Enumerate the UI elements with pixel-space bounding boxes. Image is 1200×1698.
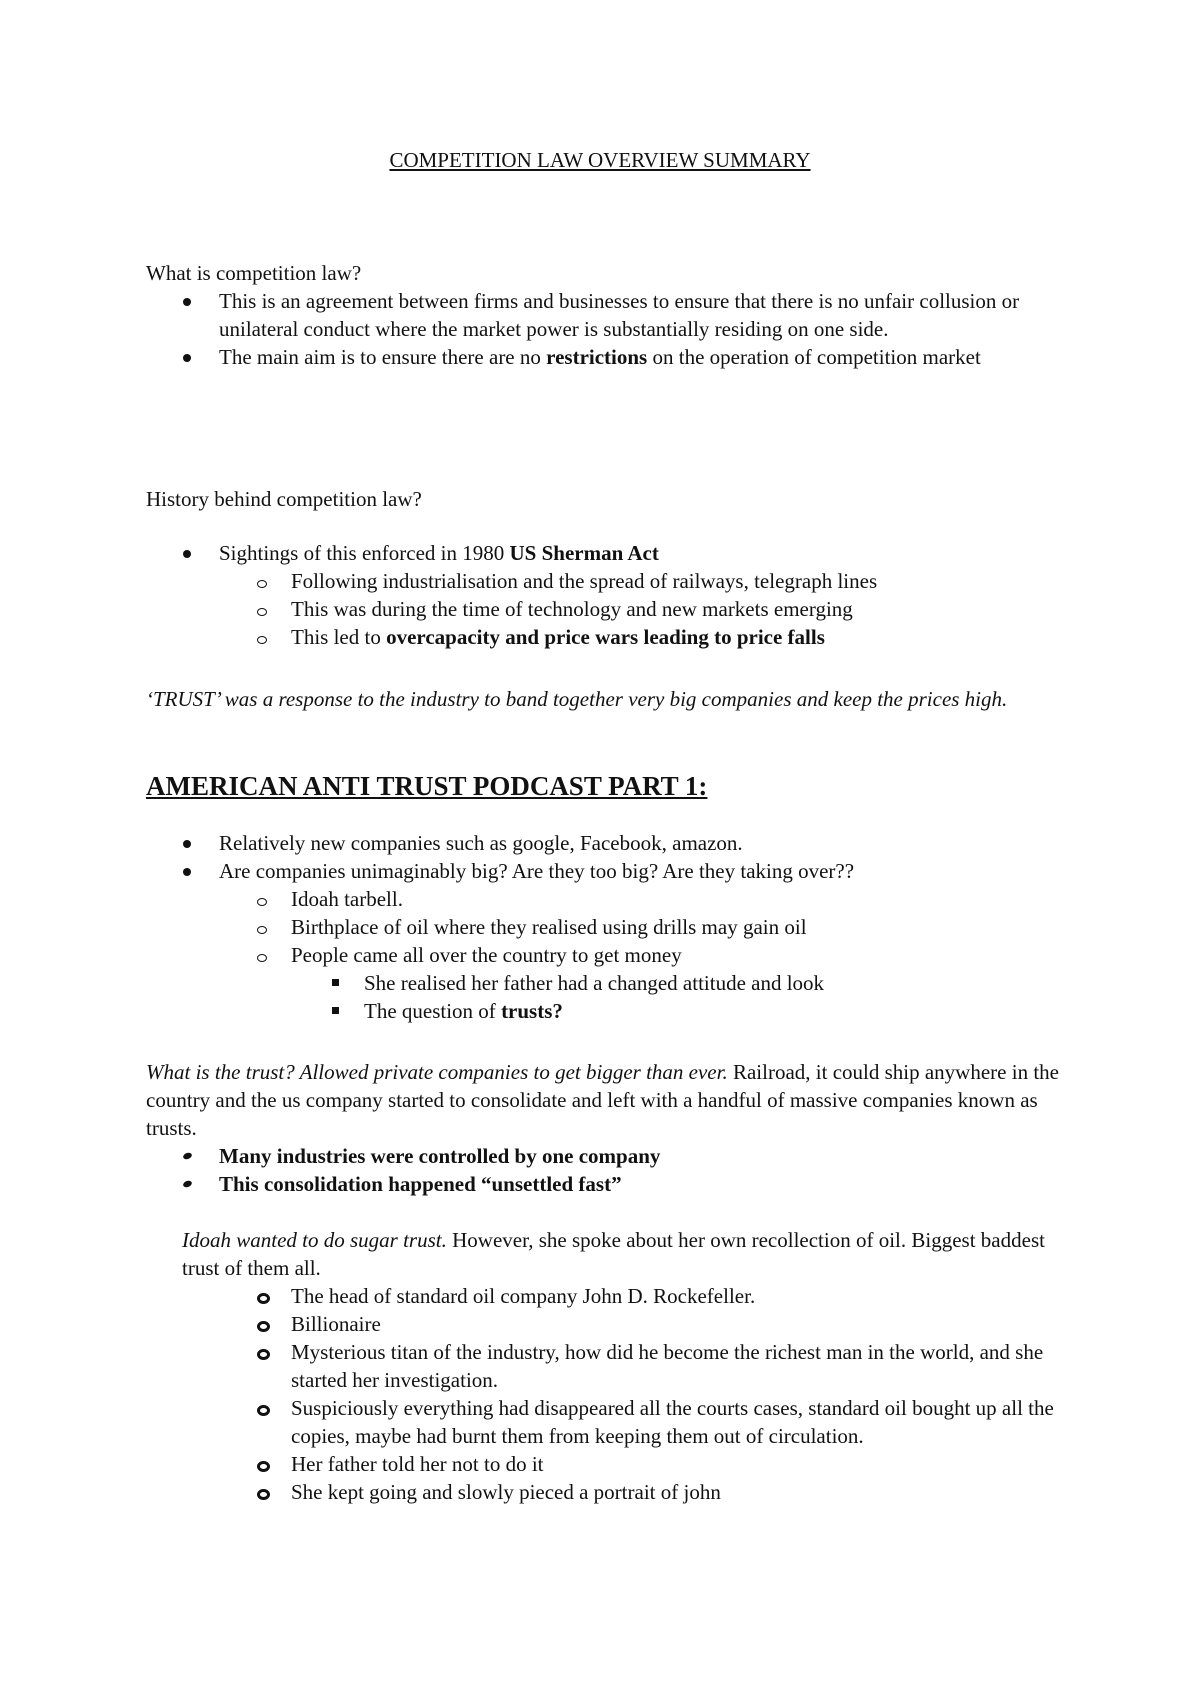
- bullet-icon: [183, 287, 191, 306]
- list-item: The question of trusts?: [146, 997, 1076, 1025]
- list-item: This was during the time of technology and new markets emerging: [146, 595, 1076, 623]
- bullet-icon: [257, 1338, 270, 1360]
- podcast-heading: AMERICAN ANTI TRUST PODCAST PART 1:: [146, 771, 708, 801]
- bullet-icon: [257, 567, 267, 588]
- bullet-icon: [183, 829, 191, 848]
- bullet-icon: [183, 343, 191, 362]
- podcast-list: [146, 829, 1076, 1025]
- list-item: The head of standard oil company John D. Rockefeller.: [146, 1282, 1076, 1310]
- bullet-icon: [257, 1478, 270, 1500]
- bullet-icon: [257, 913, 267, 934]
- section-history: [146, 485, 1076, 513]
- podcast-section: [146, 770, 1076, 802]
- list-item: Sightings of this enforced in 1980 US Sherman Act: [146, 539, 1076, 567]
- list-item: Her father told her not to do it: [146, 1450, 1076, 1478]
- bullet-icon: [257, 1282, 270, 1304]
- square-bullet-icon: [332, 969, 339, 986]
- bullet-icon: [257, 885, 267, 906]
- bullet-icon: [183, 857, 191, 876]
- history-list: [146, 539, 1076, 651]
- list-item: Are companies unimaginably big? Are they too big? Are they taking over??: [146, 857, 1076, 885]
- bullet-icon: [257, 623, 267, 644]
- bullet-icon: [257, 1394, 270, 1416]
- bullet-list: [146, 287, 1076, 371]
- list-item: Many industries were controlled by one company: [146, 1142, 1076, 1170]
- list-item: She kept going and slowly pieced a portrait of john: [146, 1478, 1076, 1506]
- section-what-is-competition-law: [146, 259, 1076, 371]
- bullet-icon: [183, 539, 191, 558]
- section-heading: What is competition law?: [146, 261, 362, 285]
- list-item: This led to overcapacity and price wars leading to price falls: [146, 623, 1076, 651]
- list-item: Billionaire: [146, 1310, 1076, 1338]
- trust-paragraph: What is the trust? Allowed private companies to get bigger than ever. Railroad, it could ship anywhere in the country and the us company started to consolidate and left with a handful of massive companies known as trusts. Many industries were controlled by one company This consolidation happened “unsettled fast”: [146, 1058, 1076, 1198]
- section-heading: History behind competition law?: [146, 487, 422, 511]
- bullet-icon: [257, 941, 267, 962]
- trust-note: ‘TRUST’ was a response to the industry to band together very big companies and keep the prices high.: [146, 687, 1008, 711]
- bullet-icon: [257, 1310, 270, 1332]
- list-item: The main aim is to ensure there are no restrictions on the operation of competition market: [146, 343, 1076, 371]
- bullet-icon: [257, 595, 267, 616]
- rockefeller-list: [146, 1282, 1076, 1506]
- bullet-icon: [257, 1450, 270, 1472]
- list-item: This is an agreement between firms and businesses to ensure that there is no unfair collusion or unilateral conduct where the market power is substantially residing on one side.: [146, 287, 1076, 343]
- list-item: Relatively new companies such as google, Facebook, amazon.: [146, 829, 1076, 857]
- document-title: COMPETITION LAW OVERVIEW SUMMARY: [389, 148, 811, 172]
- bullet-icon: [183, 1170, 192, 1187]
- list-item: Idoah tarbell.: [146, 885, 1076, 913]
- list-item: People came all over the country to get money: [146, 941, 1076, 969]
- square-bullet-icon: [332, 997, 339, 1014]
- list-item: This consolidation happened “unsettled fast”: [146, 1170, 1076, 1198]
- sugar-paragraph: Idoah wanted to do sugar trust. However, she spoke about her own recollection of oil. Biggest baddest trust of them all.: [182, 1228, 1045, 1280]
- list-item: Mysterious titan of the industry, how did he become the richest man in the world, and she started her investigation.: [146, 1338, 1076, 1394]
- list-item: Suspiciously everything had disappeared all the courts cases, standard oil bought up all the copies, maybe had burnt them from keeping them out of circulation.: [146, 1394, 1076, 1450]
- list-item: She realised her father had a changed attitude and look: [146, 969, 1076, 997]
- list-item: Birthplace of oil where they realised using drills may gain oil: [146, 913, 1076, 941]
- list-item: Following industrialisation and the spread of railways, telegraph lines: [146, 567, 1076, 595]
- bullet-icon: [183, 1142, 192, 1159]
